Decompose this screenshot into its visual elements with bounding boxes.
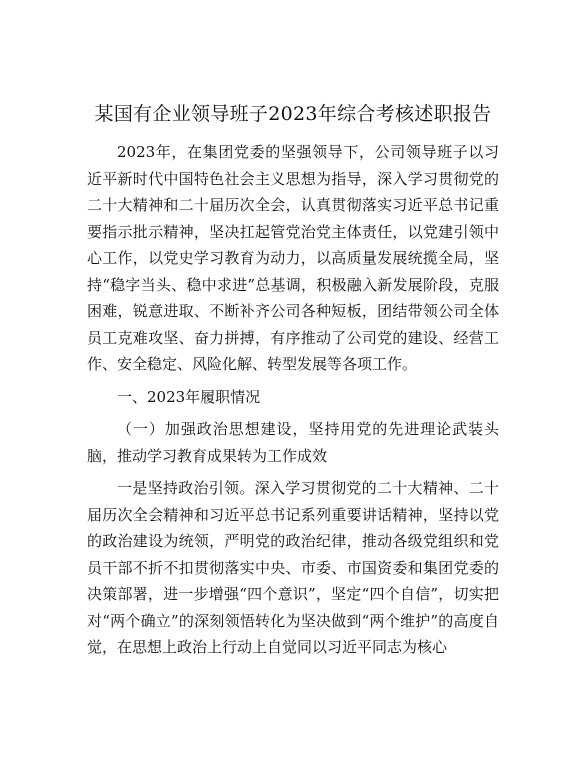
section-heading: 一、2023年履职情况: [117, 387, 261, 406]
document-title: 某国有企业领导班子2023年综合考核述职报告: [94, 103, 492, 125]
body-paragraph: 一是坚持政治引领。深入学习贯彻党的二十大精神、二十届历次全会精神和习近平总书记系列重要讲话精神，坚持以党的政治建设为统领，严明党的政治纪律，推动各级党组织和党员干部不折不扣贯彻落实中央、市委、市国资委和集团党委的决策部署，进一步增强“四个意识”，坚定“四个自信”，切实把对“两个确立”的深刻领悟转化为坚决做到“两个维护”的高度自觉，在思想上政治上行动上自觉同以习近平同志为核心: [87, 479, 499, 656]
intro-paragraph: 2023年，在集团党委的坚强领导下，公司领导班子以习近平新时代中国特色社会主义思想为指导，深入学习贯彻党的二十大精神和二十届历次全会，认真贯彻落实习近平总书记重要指示批示精神，坚决扛起管党治党主体责任，以党建引领中心工作，以党史学习教育为动力，以高质量发展统揽全局，坚持“稳字当头、稳中求进”总基调，积极融入新发展阶段，克服困难，锐意进取、不断补齐公司各种短板，团结带领公司全体员工克难攻坚、奋力拼搏，有序推动了公司党的建设、经营工作、安全稳定、风险化解、转型发展等各项工作。: [87, 143, 499, 373]
subsection-heading: （一）加强政治思想建设，坚持用党的先进理论武装头脑，推动学习教育成果转为工作成效: [87, 420, 499, 465]
document-body: [87, 139, 499, 661]
